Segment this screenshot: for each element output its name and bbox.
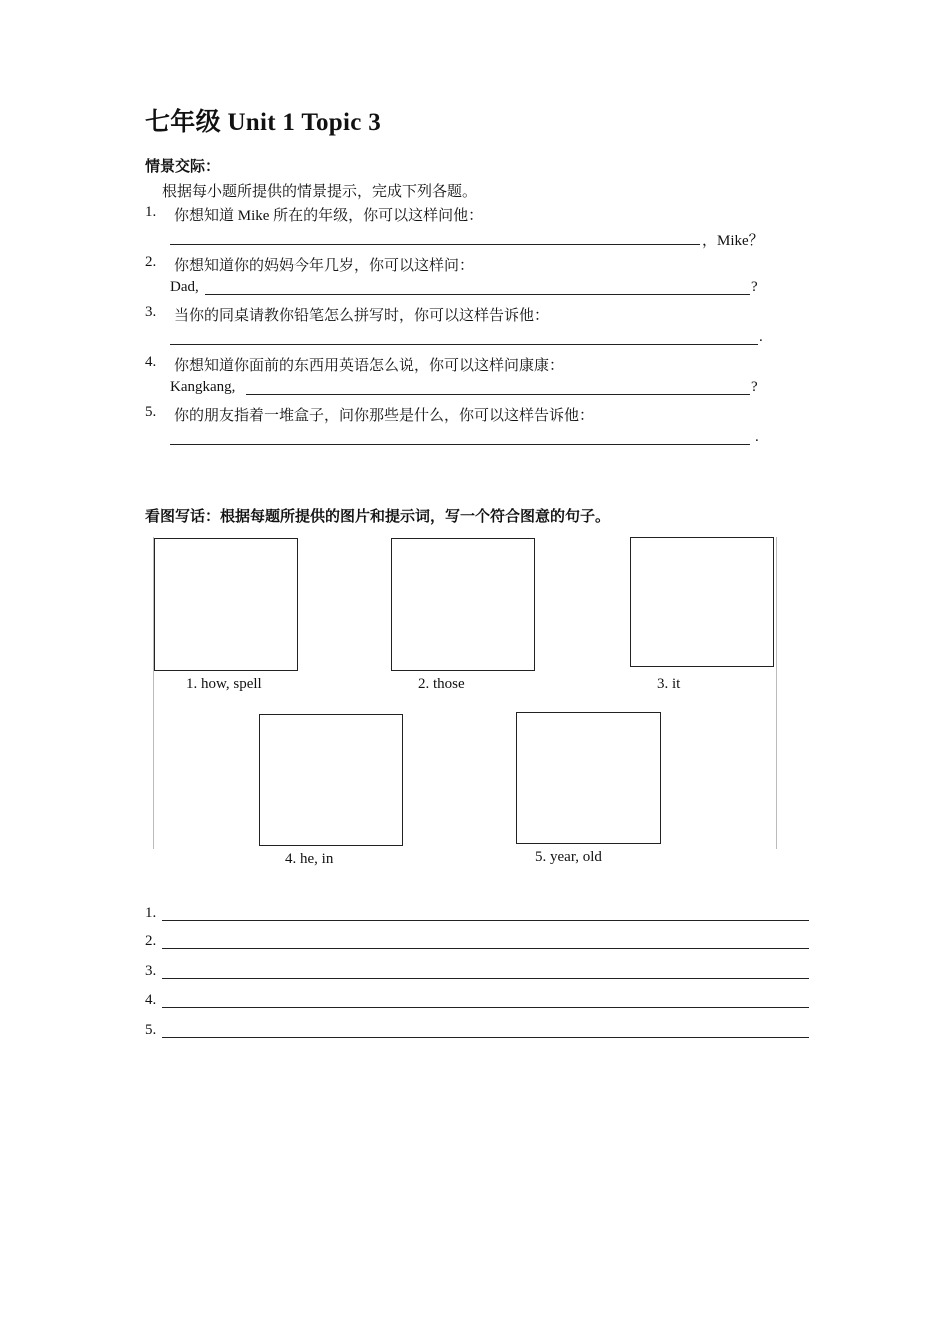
picture-caption-1: 1. how, spell: [186, 676, 262, 692]
page-title: 七年级 Unit 1 Topic 3: [145, 109, 382, 136]
picture-caption-3: 3. it: [657, 676, 681, 692]
picture-caption-4: 4. he, in: [285, 851, 334, 867]
item-4-prompt: 你想知道你面前的东西用英语怎么说，你可以这样问康康：: [174, 358, 565, 374]
answer-label-5: 5.: [145, 1022, 157, 1038]
picture-box-3: [630, 537, 774, 667]
item-3-suffix: .: [759, 329, 763, 345]
picture-frame-right-border: [776, 537, 777, 849]
picture-box-1: [154, 538, 298, 671]
item-2-number: 2.: [145, 254, 157, 270]
answer-label-3: 3.: [145, 963, 157, 979]
item-2-prompt: 你想知道你的妈妈今年几岁，你可以这样问：: [174, 258, 475, 274]
picture-box-2: [391, 538, 535, 671]
item-1-suffix: ，Mike？: [702, 233, 764, 249]
section1-heading: 情景交际：: [145, 159, 221, 175]
answer-line-1[interactable]: [162, 920, 809, 921]
item-1-answer-line[interactable]: [170, 244, 700, 245]
answer-label-2: 2.: [145, 933, 157, 949]
picture-box-4: [259, 714, 403, 846]
item-4-number: 4.: [145, 354, 157, 370]
answer-line-4[interactable]: [162, 1007, 809, 1008]
item-3-prompt: 当你的同桌请教你铅笔怎么拼写时，你可以这样告诉他：: [174, 308, 550, 324]
item-1-prompt: 你想知道 Mike 所在的年级，你可以这样问他：: [174, 208, 484, 224]
item-1-number: 1.: [145, 204, 157, 220]
item-3-number: 3.: [145, 304, 157, 320]
answer-line-5[interactable]: [162, 1037, 809, 1038]
picture-caption-2: 2. those: [418, 676, 465, 692]
item-5-answer-line[interactable]: [170, 444, 750, 445]
picture-caption-5: 5. year, old: [535, 849, 602, 865]
section2-heading: 看图写话：根据每题所提供的图片和提示词，写一个符合图意的句子。: [145, 509, 611, 525]
item-5-prompt: 你的朋友指着一堆盒子，问你那些是什么，你可以这样告诉他：: [174, 408, 595, 424]
answer-line-3[interactable]: [162, 978, 809, 979]
item-2-prefix: Dad,: [170, 279, 199, 295]
item-5-number: 5.: [145, 404, 157, 420]
item-5-suffix: .: [755, 429, 759, 445]
item-4-prefix: Kangkang,: [170, 379, 236, 395]
picture-box-5: [516, 712, 661, 844]
answer-label-4: 4.: [145, 992, 157, 1008]
item-4-suffix: ?: [751, 379, 758, 395]
item-2-answer-line[interactable]: [205, 294, 750, 295]
answer-label-1: 1.: [145, 905, 157, 921]
item-4-answer-line[interactable]: [246, 394, 750, 395]
answer-line-2[interactable]: [162, 948, 809, 949]
item-2-suffix: ?: [751, 279, 758, 295]
item-3-answer-line[interactable]: [170, 344, 758, 345]
section1-instruction: 根据每小题所提供的情景提示，完成下列各题。: [162, 184, 478, 200]
